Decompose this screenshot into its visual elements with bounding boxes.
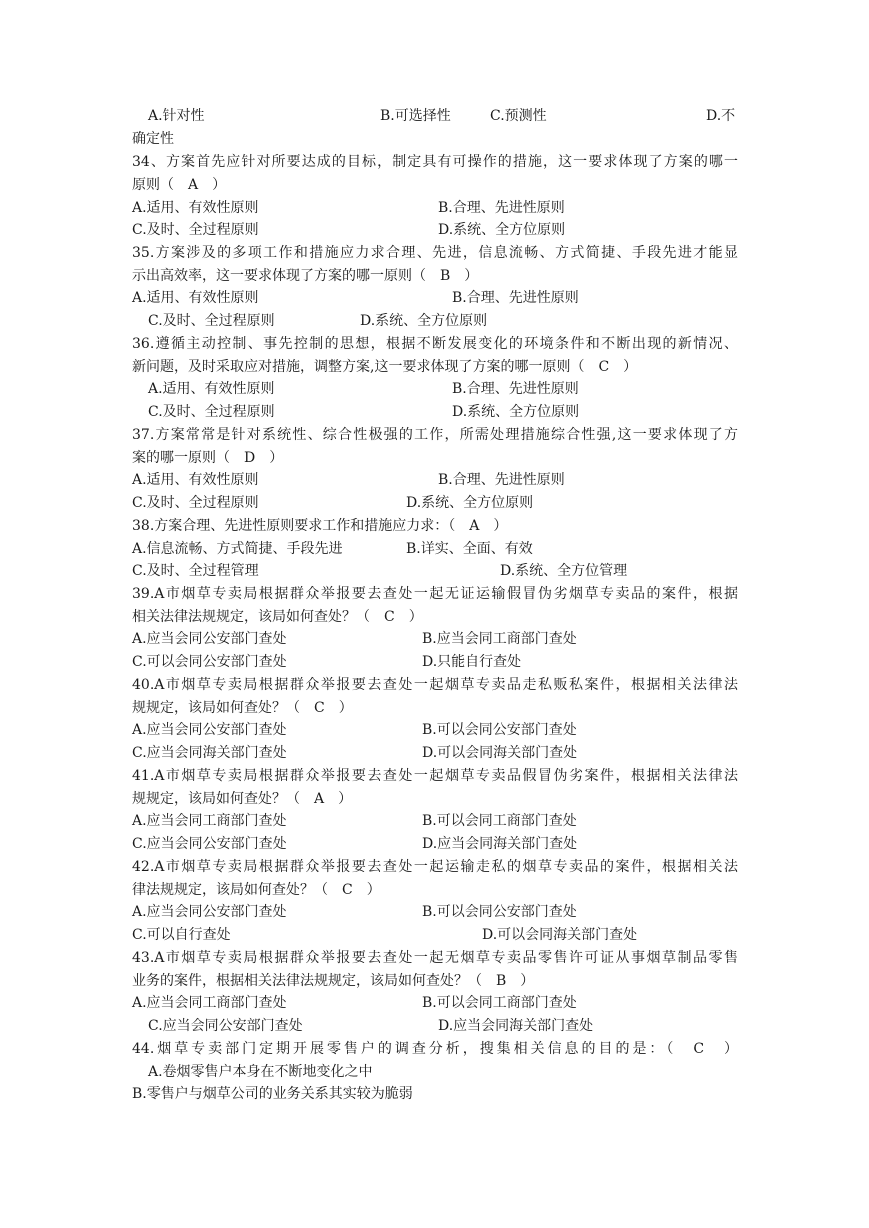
- text-line: [0, 1015, 869, 1037]
- text-line: [0, 174, 869, 196]
- option-text: A.应当会同公安部门查处: [132, 631, 287, 647]
- option-text: A.适用、有效性原则: [132, 472, 259, 488]
- text-line: [0, 697, 869, 719]
- option-text: D.系统、全方位原则: [438, 222, 566, 238]
- text-line: [0, 128, 869, 150]
- line-text: 35.方案涉及的多项工作和措施应力求合理、先进，信息流畅、方式简捷、手段先进才能显: [132, 245, 738, 261]
- option-text: D.系统、全方位管理: [500, 563, 628, 579]
- option-text: A.适用、有效性原则: [132, 200, 259, 216]
- text-line: [0, 424, 869, 446]
- line-text: 40.A市烟草专卖局根据群众举报要去查处一起烟草专卖品走私贩私案件，根据相关法律法: [132, 677, 738, 693]
- option-text: D.可以会同海关部门查处: [422, 745, 578, 761]
- line-text: 案的哪一原则（ D ）: [132, 450, 284, 466]
- line-text: 43.A市烟草专卖局根据群众举报要去查处一起无烟草专卖品零售许可证从事烟草制品零售: [132, 950, 738, 966]
- option-text: C.预测性: [490, 108, 547, 124]
- line-text: A.卷烟零售户本身在不断地变化之中: [148, 1064, 373, 1080]
- text-line: [0, 970, 869, 992]
- option-text: A.适用、有效性原则: [148, 381, 275, 397]
- text-line: [0, 742, 869, 764]
- line-text: 38.方案合理、先进性原则要求工作和措施应力求：（ A ）: [132, 518, 508, 534]
- text-line: [0, 1061, 869, 1083]
- text-line: [0, 447, 869, 469]
- option-text: B.可选择性: [380, 108, 451, 124]
- option-text: D.系统、全方位原则: [452, 404, 580, 420]
- text-line: [0, 765, 869, 787]
- text-line: [0, 538, 869, 560]
- line-text: 36.遵循主动控制、事先控制的思想，根据不断发展变化的环境条件和不断出现的新情况、: [132, 336, 738, 352]
- option-text: A.应当会同公安部门查处: [132, 904, 287, 920]
- text-line: [0, 242, 869, 264]
- line-text: 确定性: [132, 131, 174, 147]
- option-text: B.可以会同工商部门查处: [422, 995, 577, 1011]
- line-text: 原则（ A ）: [132, 177, 227, 193]
- text-line: [0, 469, 869, 491]
- option-text: D.应当会同海关部门查处: [438, 1018, 594, 1034]
- text-line: [0, 401, 869, 423]
- line-text: B.零售户与烟草公司的业务关系其实较为脆弱: [132, 1086, 413, 1102]
- option-text: A.应当会同公安部门查处: [132, 722, 287, 738]
- text-line: [0, 992, 869, 1014]
- text-line: [0, 197, 869, 219]
- option-text: A.应当会同工商部门查处: [132, 995, 287, 1011]
- option-text: C.应当会同公安部门查处: [148, 1018, 303, 1034]
- text-line: [0, 356, 869, 378]
- text-line: [0, 287, 869, 309]
- text-line: [0, 674, 869, 696]
- line-text: 44.烟草专卖部门定期开展零售户的调查分析，搜集相关信息的目的是：（ C ）: [132, 1041, 738, 1057]
- text-line: [0, 105, 869, 127]
- option-text: B.合理、先进性原则: [452, 290, 579, 306]
- text-line: [0, 879, 869, 901]
- text-line: [0, 833, 869, 855]
- text-line: [0, 719, 869, 741]
- line-text: 39.A市烟草专卖局根据群众举报要去查处一起无证运输假冒伪劣烟草专卖品的案件，根据: [132, 586, 738, 602]
- line-text: 业务的案件，根据相关法律法规规定，该局如何查处？（ B ）: [132, 973, 535, 989]
- line-text: 41.A市烟草专卖局根据群众举报要去查处一起烟草专卖品假冒伪劣案件，根据相关法律法: [132, 768, 738, 784]
- option-text: A.适用、有效性原则: [132, 290, 259, 306]
- option-text: B.应当会同工商部门查处: [422, 631, 577, 647]
- text-line: [0, 651, 869, 673]
- text-line: [0, 947, 869, 969]
- line-text: 规规定，该局如何查处？（ A ）: [132, 791, 353, 807]
- text-line: [0, 583, 869, 605]
- option-text: C.及时、全过程原则: [132, 495, 259, 511]
- option-text: D.只能自行查处: [422, 654, 522, 670]
- option-text: B.合理、先进性原则: [438, 472, 565, 488]
- text-line: [0, 219, 869, 241]
- line-text: 规规定，该局如何查处？（ C ）: [132, 700, 353, 716]
- line-text: 42.A市烟草专卖局根据群众举报要去查处一起运输走私的烟草专卖品的案件，根据相关法: [132, 859, 738, 875]
- text-line: [0, 560, 869, 582]
- text-line: [0, 606, 869, 628]
- line-text: 律法规规定，该局如何查处？（ C ）: [132, 882, 381, 898]
- text-line: [0, 810, 869, 832]
- text-line: [0, 492, 869, 514]
- option-text: A.针对性: [148, 108, 205, 124]
- option-text: C.及时、全过程原则: [132, 222, 259, 238]
- option-text: C.可以会同公安部门查处: [132, 654, 287, 670]
- text-line: [0, 265, 869, 287]
- option-text: B.可以会同公安部门查处: [422, 722, 577, 738]
- option-text: B.可以会同公安部门查处: [422, 904, 577, 920]
- text-line: [0, 333, 869, 355]
- line-text: 34、方案首先应针对所要达成的目标，制定具有可操作的措施，这一要求体现了方案的哪一: [132, 154, 738, 170]
- option-text: B.合理、先进性原则: [438, 200, 565, 216]
- option-text: D.系统、全方位原则: [360, 313, 488, 329]
- text-line: [0, 788, 869, 810]
- option-text: A.应当会同工商部门查处: [132, 813, 287, 829]
- option-text: D.应当会同海关部门查处: [422, 836, 578, 852]
- text-line: [0, 378, 869, 400]
- text-line: [0, 856, 869, 878]
- option-text: D.可以会同海关部门查处: [482, 927, 638, 943]
- option-text: C.应当会同海关部门查处: [132, 745, 287, 761]
- line-text: 新问题，及时采取应对措施，调整方案,这一要求体现了方案的哪一原则（ C ）: [132, 359, 638, 375]
- line-text: 37.方案常常是针对系统性、综合性极强的工作，所需处理措施综合性强,这一要求体现了方: [132, 427, 738, 443]
- option-text: A.信息流畅、方式简捷、手段先进: [132, 541, 343, 557]
- option-text: D.不: [706, 108, 736, 124]
- text-line: [0, 515, 869, 537]
- option-text: C.应当会同公安部门查处: [132, 836, 287, 852]
- line-text: 示出高效率，这一要求体现了方案的哪一原则（ B ）: [132, 268, 479, 284]
- text-line: [0, 901, 869, 923]
- text-line: [0, 1083, 869, 1105]
- option-text: D.系统、全方位原则: [406, 495, 534, 511]
- option-text: C.及时、全过程管理: [132, 563, 259, 579]
- text-line: [0, 151, 869, 173]
- option-text: C.及时、全过程原则: [148, 404, 275, 420]
- text-line: [0, 924, 869, 946]
- option-text: B.详实、全面、有效: [406, 541, 533, 557]
- text-line: [0, 1038, 869, 1060]
- option-text: B.可以会同工商部门查处: [422, 813, 577, 829]
- text-line: [0, 628, 869, 650]
- option-text: B.合理、先进性原则: [452, 381, 579, 397]
- text-line: [0, 310, 869, 332]
- option-text: C.可以自行查处: [132, 927, 231, 943]
- option-text: C.及时、全过程原则: [148, 313, 275, 329]
- line-text: 相关法律法规规定，该局如何查处？（ C ）: [132, 609, 423, 625]
